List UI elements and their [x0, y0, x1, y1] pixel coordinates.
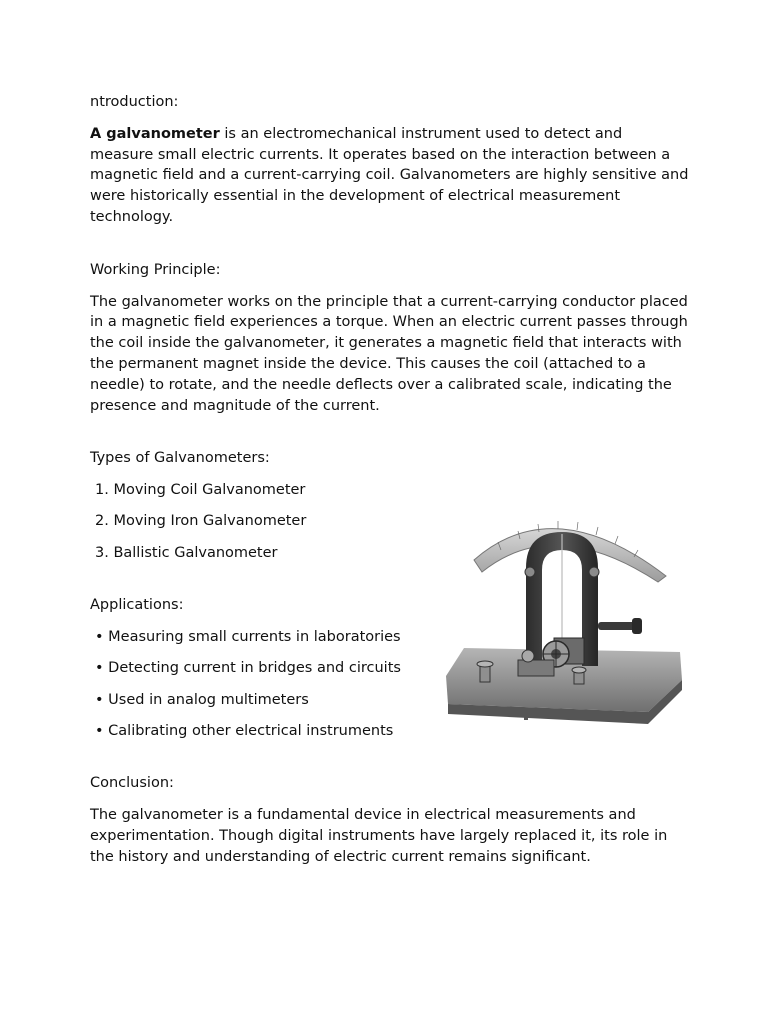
intro-heading: ntroduction: [90, 94, 179, 110]
rod-knob [632, 618, 642, 634]
conclusion-paragraph: The galvanometer is a fundamental device in electrical measurements and experimentation. Though digital instruments have largely replaced it, its role in the history and understanding of electric current remains significant. [90, 807, 668, 865]
clamp-knob [522, 650, 534, 662]
list-item: 1. Moving Coil Galvanometer [95, 482, 306, 499]
galvanometer-illustration [434, 498, 693, 735]
applications-heading: Applications: [90, 597, 184, 614]
intro-bold-term: A galvanometer [90, 125, 220, 142]
conclusion-heading: Conclusion: [90, 775, 174, 792]
list-item: • Detecting current in bridges and circuits [95, 660, 401, 677]
working-paragraph: The galvanometer works on the principle that a current-carrying conductor placed in a magnetic field experiences a torque. When an electric current passes through the coil inside the galvanometer, it generates a magnetic field that interacts with the permanent magnet inside the device. This causes the coil (attached to a needle) to rotate, and the needle deflects over a calibrated scale, indicating the presence and magnitude of the current. [90, 293, 688, 414]
document-body [90, 92, 690, 868]
list-item: 2. Moving Iron Galvanometer [95, 513, 307, 530]
galvanometer-photo [434, 498, 693, 735]
list-item: • Calibrating other electrical instruments [95, 722, 394, 739]
working-heading: Working Principle: [90, 261, 221, 278]
list-item: 3. Ballistic Galvanometer [95, 544, 278, 561]
pole-screw [589, 567, 599, 577]
list-item: • Measuring small currents in laboratories [95, 629, 401, 646]
types-heading: Types of Galvanometers: [90, 450, 270, 467]
list-item: • Used in analog multimeters [95, 691, 309, 708]
intro-body: is an electromechanical instrument used to detect and measure small electric currents. It operates based on the interaction between a magnetic field and a current-carrying coil. Galvanometers are highly sensitive and were historically essential in the development of electrical measurement technology. [90, 125, 689, 225]
clamp-block [518, 660, 554, 676]
foot-screw [524, 710, 528, 720]
intro-paragraph [90, 124, 690, 228]
pole-screw [525, 567, 535, 577]
